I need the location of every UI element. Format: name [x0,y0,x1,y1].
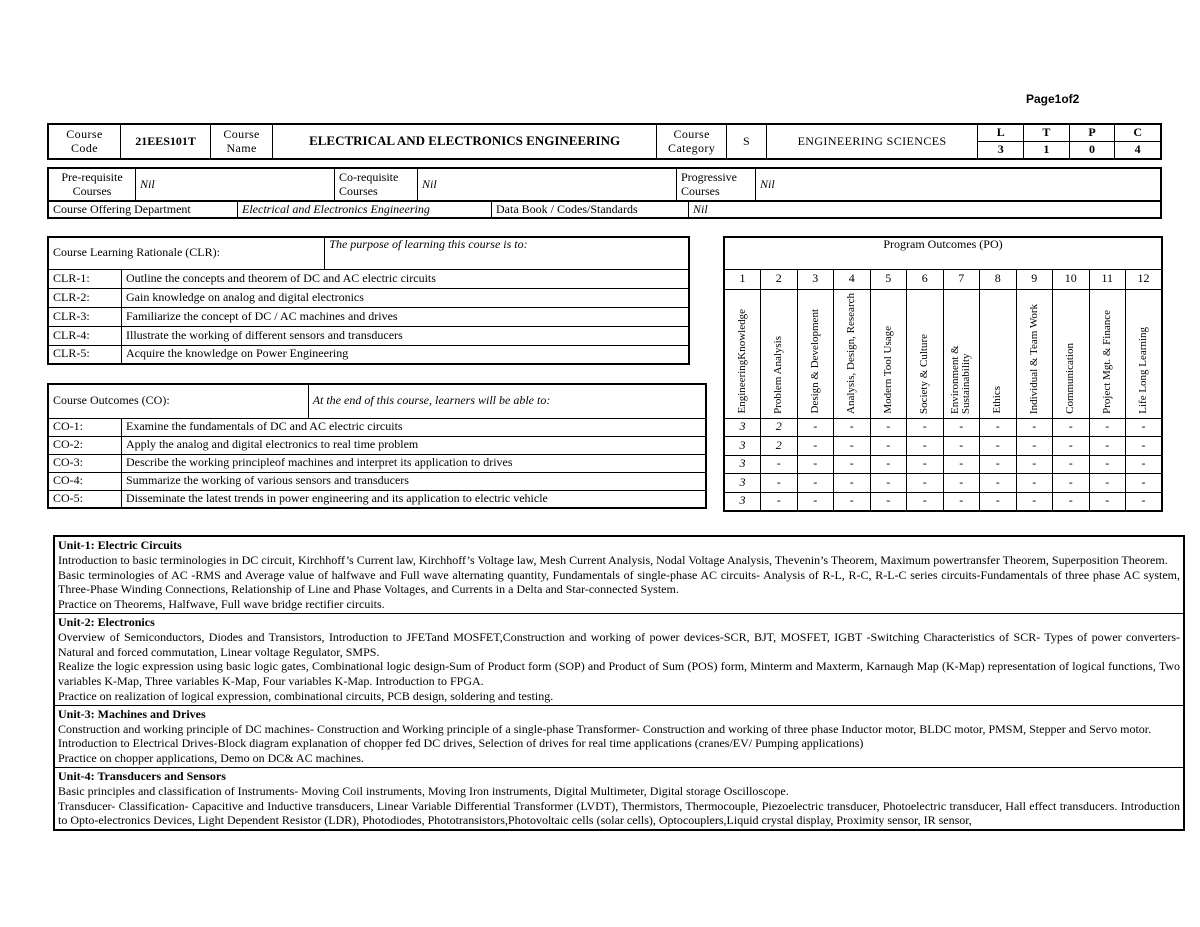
ltpc-value-l: 3 [978,142,1024,160]
po-number: 7 [943,269,980,289]
po-mapping-cell: - [761,474,798,493]
unit-1 [54,536,1184,613]
clr-text: Outline the concepts and theorem of DC and AC electric circuits [122,269,690,288]
po-heading [980,289,1017,418]
po-mapping-cell: - [907,455,944,474]
po-mapping-cell: - [980,455,1017,474]
co-code: CO-3: [48,454,122,472]
department-value: Electrical and Electronics Engineering [238,201,492,218]
clr-text: Familiarize the concept of DC / AC machines and drives [122,307,690,326]
unit-title: Unit-1: Electric Circuits [58,538,182,552]
po-name: Communication [1064,342,1077,414]
po-mapping-cell: - [797,455,834,474]
po-mapping-cell: - [797,492,834,511]
unit-paragraph: Construction and working principle of DC machines- Construction and Working principle of a single-phase Transformer- Construction and working of three phase Inductor motor, BLDC motor, PMSM, Stepper and Servo motor. [58,721,1152,736]
progressive-label: Progressive Courses [677,168,756,201]
po-name: Modern Tool Usage [881,326,894,414]
po-mapping-cell: 3 [724,492,761,511]
clr-intro: The purpose of learning this course is to: [325,237,689,269]
co-code: CO-5: [48,490,122,508]
po-mapping-cell: - [907,437,944,456]
po-mapping-cell: - [907,418,944,437]
unit-paragraph: Overview of Semiconductors, Diodes and Transistors, Introduction to JFETand MOSFET,Construction and working of power devices-SCR, BJT, MOSFET, IGBT -Switching Characteristics of SCR- Types of power converters- Natural and forced commutation, Linear voltage Regulator, SMPS. [58,629,1180,659]
po-mapping-cell: - [1053,492,1090,511]
unit-paragraph: Basic terminologies of AC -RMS and Average value of halfwave and Full wave alternating quantity, Fundamentals of single-phase AC circuits- Analysis of R-L, R-C, R-L-C series circuits-Fundamentals of three phase AC system, Three-Phase Winding Connections, Relationship of Line and Phase Voltages, and Currents in a Delta and Star-connected System. [58,567,1180,597]
unit-title: Unit-4: Transducers and Sensors [58,768,226,783]
unit-2 [54,613,1184,705]
po-name: Analysis, Design, Research [845,292,858,414]
course-category: S [727,124,767,159]
corequisite-label: Co-requisite Courses [335,168,418,201]
co-text: Disseminate the latest trends in power engineering and its application to electric vehicle [122,490,707,508]
prerequisite-label: Pre-requisite Courses [48,168,136,201]
po-mapping-cell: - [870,455,907,474]
clr-code: CLR-1: [48,269,122,288]
prerequisite-value: Nil [136,168,335,201]
po-number: 12 [1126,269,1163,289]
po-mapping-cell: 2 [761,437,798,456]
department-label: Course Offering Department [48,201,238,218]
po-number: 9 [1016,269,1053,289]
po-name: Life Long Learning [1137,326,1149,414]
po-mapping-row [724,455,1162,474]
po-mapping-cell: - [943,418,980,437]
course-name-label: Course Name [211,124,273,159]
unit-paragraph: Practice on chopper applications, Demo on DC& AC machines. [58,751,364,766]
clr-table [47,236,690,365]
ltpc-label-c: C [1115,124,1161,142]
po-heading [943,289,980,418]
po-mapping-cell: - [1016,437,1053,456]
po-name: Individual & Team Work [1027,303,1040,414]
po-mapping-cell: - [980,418,1017,437]
po-mapping-cell: - [943,474,980,493]
units-table [53,535,1185,831]
po-heading [870,289,907,418]
po-heading [1016,289,1053,418]
clr-code: CLR-2: [48,288,122,307]
clr-code: CLR-5: [48,345,122,364]
po-heading [834,289,871,418]
po-table [723,236,1163,512]
department-table [47,200,1162,219]
po-mapping-cell: - [1053,455,1090,474]
po-name: Problem Analysis [772,335,785,414]
po-name: EngineeringKnowledge [736,309,748,414]
po-name: Ethics [991,386,1004,414]
po-mapping-cell: - [1089,492,1126,511]
po-number: 8 [980,269,1017,289]
po-mapping-cell: - [1126,492,1163,511]
po-mapping-cell: - [1089,418,1126,437]
po-mapping-row [724,437,1162,456]
po-mapping-cell: - [870,437,907,456]
clr-text: Acquire the knowledge on Power Engineering [122,345,690,364]
po-mapping-cell: - [870,474,907,493]
course-code-label: Course Code [48,124,120,159]
co-code: CO-1: [48,418,122,436]
po-mapping-cell: 3 [724,455,761,474]
po-mapping-cell: - [907,474,944,493]
po-name: Design & Development [808,309,821,414]
clr-code: CLR-4: [48,326,122,345]
po-mapping-cell: - [1016,474,1053,493]
po-mapping-cell: - [1053,418,1090,437]
clr-code: CLR-3: [48,307,122,326]
po-mapping-cell: - [980,437,1017,456]
clr-text: Gain knowledge on analog and digital electronics [122,288,690,307]
co-intro: At the end of this course, learners will be able to: [308,384,706,418]
po-mapping-cell: - [1089,474,1126,493]
unit-paragraph: Introduction to basic terminologies in DC circuit, Kirchhoff’s Current law, Kirchhoff’s Voltage law, Mesh Current Analysis, Nodal Voltage Analysis, Thevenin’s Theorem, Maximum powertransfer Theorem, Superposition Theorem. [58,552,1168,567]
po-mapping-cell: - [1053,474,1090,493]
co-code: CO-4: [48,472,122,490]
clr-text: Illustrate the working of different sensors and transducers [122,326,690,345]
ltpc-value-p: 0 [1069,142,1115,160]
po-mapping-cell: - [1126,474,1163,493]
unit-title: Unit-2: Electronics [58,614,155,629]
unit-paragraph: Practice on Theorems, Halfwave, Full wave bridge rectifier circuits. [58,597,385,612]
po-mapping-cell: - [870,418,907,437]
po-mapping-row [724,418,1162,437]
databook-value: Nil [689,201,1162,218]
po-mapping-cell: - [834,455,871,474]
po-mapping-cell: - [943,437,980,456]
po-mapping-cell: - [1126,437,1163,456]
po-title: Program Outcomes (PO) [724,237,1162,269]
course-name: ELECTRICAL AND ELECTRONICS ENGINEERING [273,124,657,159]
po-mapping-cell: - [1053,437,1090,456]
po-mapping-cell: - [761,455,798,474]
unit-paragraph: Introduction to Electrical Drives-Block diagram explanation of chopper fed DC drives, Selection of drives for real time applications (cranes/EV/ Pumping applications) [58,736,864,751]
po-mapping-cell: - [797,437,834,456]
ltpc-label-t: T [1024,124,1070,142]
po-mapping-cell: - [1016,492,1053,511]
po-mapping-cell: - [797,418,834,437]
unit-4 [54,767,1184,830]
unit-paragraph: Basic principles and classification of Instruments- Moving Coil instruments, Moving Iron instruments, Digital Multimeter, Digital storage Oscilloscope. [58,783,789,798]
ltpc-label-l: L [978,124,1024,142]
po-number: 2 [761,269,798,289]
po-number: 6 [907,269,944,289]
progressive-value: Nil [756,168,1162,201]
po-mapping-cell: 2 [761,418,798,437]
po-heading [1126,289,1163,418]
po-number: 4 [834,269,871,289]
po-heading [797,289,834,418]
po-mapping-cell: - [761,492,798,511]
po-mapping-cell: - [943,492,980,511]
po-number: 10 [1053,269,1090,289]
corequisite-value: Nil [418,168,677,201]
ltpc-label-p: P [1069,124,1115,142]
po-mapping-cell: - [907,492,944,511]
po-number: 5 [870,269,907,289]
prerequisite-table [47,167,1162,202]
po-mapping-cell: - [1126,455,1163,474]
po-mapping-cell: - [1016,418,1053,437]
co-code: CO-2: [48,436,122,454]
po-mapping-cell: - [1126,418,1163,437]
po-mapping-cell: - [834,474,871,493]
po-name: Environment & Sustainability [949,344,973,414]
po-mapping-cell: - [834,418,871,437]
unit-3 [54,705,1184,767]
po-mapping-cell: - [797,474,834,493]
po-mapping-cell: - [1089,455,1126,474]
po-mapping-row [724,492,1162,511]
po-mapping-cell: 3 [724,474,761,493]
clr-title: Course Learning Rationale (CLR): [48,237,325,269]
po-mapping-cell: - [980,474,1017,493]
po-mapping-cell: - [834,437,871,456]
po-number: 3 [797,269,834,289]
co-table [47,383,707,509]
co-text: Apply the analog and digital electronics to real time problem [122,436,707,454]
category-name: ENGINEERING SCIENCES [766,124,978,159]
ltpc-value-t: 1 [1024,142,1070,160]
co-text: Describe the working principleof machines and interpret its application to drives [122,454,707,472]
po-name: Society & Culture [918,333,931,414]
po-mapping-cell: - [870,492,907,511]
po-heading [907,289,944,418]
unit-paragraph: Practice on realization of logical expression, combinational circuits, PCB design, soldering and testing. [58,688,554,703]
co-title: Course Outcomes (CO): [48,384,308,418]
po-mapping-cell: - [980,492,1017,511]
po-heading [724,289,761,418]
course-category-label: Course Category [657,124,727,159]
unit-paragraph: Transducer- Classification- Capacitive and Inductive transducers, Linear Variable Differential Transformer (LVDT), Thermistors, Thermocouple, Piezoelectric transducer, Photoelectric transducer, Hall effect transducers. Introduction to Opto-electronics Devices, Light Dependent Resistor (LDR), Photodiodes, Phototransistors,Photovoltaic cells (solar cells), Optocouplers,Liquid crystal display, Proximity sensor, IR sensor, [58,798,1180,828]
po-number: 11 [1089,269,1126,289]
po-mapping-cell: - [834,492,871,511]
po-mapping-cell: - [1089,437,1126,456]
po-mapping-row [724,474,1162,493]
po-mapping-cell: 3 [724,418,761,437]
po-heading [1089,289,1126,418]
po-heading [761,289,798,418]
unit-title: Unit-3: Machines and Drives [58,706,206,721]
databook-label: Data Book / Codes/Standards [492,201,689,218]
ltpc-value-c: 4 [1115,142,1161,160]
po-mapping-cell: - [1016,455,1053,474]
po-mapping-cell: - [943,455,980,474]
co-text: Summarize the working of various sensors and transducers [122,472,707,490]
course-code: 21EES101T [120,124,210,159]
po-mapping-body [724,418,1162,511]
unit-paragraph: Realize the logic expression using basic logic gates, Combinational logic design-Sum of Product form (SOP) and Product of Sum (POS) form, Minterm and Maxterm, Karnaugh Map (K-Map) representation of logical functions, Two variables K-Map, Three variables K-Map, Four variables K-Map. Introduction to FPGA. [58,659,1180,689]
page-number: Page1of2 [1026,92,1080,106]
po-name: Project Mgt. & Finance [1100,309,1113,414]
course-header-table [47,123,1162,160]
po-heading [1053,289,1090,418]
co-text: Examine the fundamentals of DC and AC electric circuits [122,418,707,436]
po-mapping-cell: 3 [724,437,761,456]
po-number: 1 [724,269,761,289]
